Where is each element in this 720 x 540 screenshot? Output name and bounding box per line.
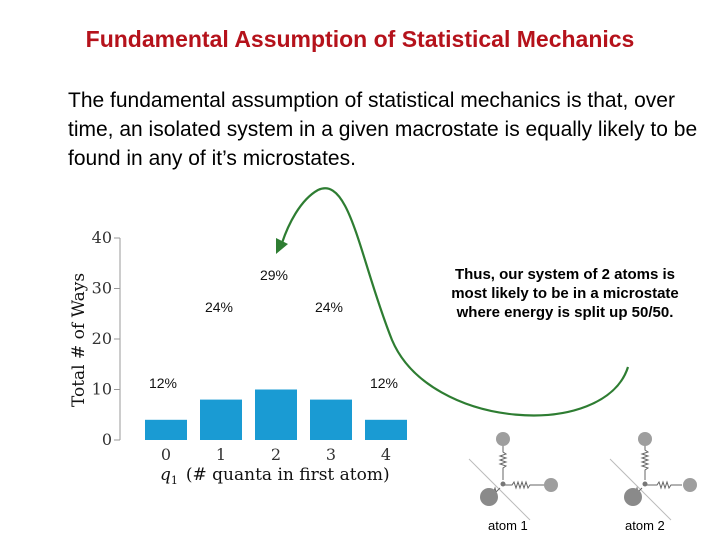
atom2-label: atom 2 — [625, 518, 665, 533]
y-tick-label: 20 — [91, 329, 112, 348]
x-ticks — [161, 445, 391, 464]
bar-data-label: 12% — [148, 375, 178, 391]
bar-data-label: 24% — [314, 299, 344, 315]
atom2-springs — [628, 445, 682, 496]
x-tick-label: 4 — [380, 445, 392, 464]
y-tick-label: 40 — [91, 228, 112, 247]
atom2-right-sphere — [683, 478, 697, 492]
bar — [255, 390, 297, 441]
y-tick-label: 10 — [91, 379, 112, 399]
slide-title: Fundamental Assumption of Statistical Mechanics — [85, 26, 635, 52]
atom1-center — [501, 482, 506, 487]
atom1-top-sphere — [496, 432, 510, 446]
atom2-bottom-sphere — [624, 488, 642, 506]
bar-data-label: 24% — [204, 299, 234, 315]
x-tick-label: 2 — [270, 445, 282, 464]
x-tick-label: 3 — [325, 445, 337, 464]
y-ticks — [92, 228, 120, 449]
atom1-springs — [486, 445, 544, 496]
atom1-label: atom 1 — [488, 518, 528, 533]
bar-chart — [69, 228, 407, 487]
atom-diagram — [469, 432, 697, 520]
x-tick-label: 1 — [215, 445, 227, 464]
slide-body-text: The fundamental assumption of statistical mechanics is that, over time, an isolated system in a given macrostate is equally likely to be found in any of it’s microstates. — [68, 89, 698, 170]
atom2-center — [643, 482, 648, 487]
y-tick-label: 30 — [91, 278, 112, 298]
bar-data-label: 29% — [259, 267, 289, 283]
bars — [145, 390, 407, 441]
x-axis-text: (# quanta in first atom) — [185, 465, 390, 485]
x-axis-symbol: q — [160, 465, 171, 485]
bar-data-label: 12% — [369, 375, 399, 391]
bar — [145, 420, 187, 440]
atom2-top-sphere — [638, 432, 652, 446]
x-tick-label: 0 — [160, 445, 172, 464]
atom1-bottom-sphere — [480, 488, 498, 506]
bar — [310, 400, 352, 440]
bar — [200, 400, 242, 440]
y-tick-label: 0 — [101, 430, 112, 449]
x-axis-label — [160, 465, 390, 487]
x-axis-subscript: 1 — [170, 474, 178, 487]
y-axis-label: Total # of Ways — [69, 272, 89, 408]
bar-labels — [149, 267, 398, 391]
bar — [365, 420, 407, 440]
atom1-right-sphere — [544, 478, 558, 492]
side-note: Thus, our system of 2 atoms is most likely to be in a microstate where energy is split up 50/50. — [451, 266, 679, 321]
